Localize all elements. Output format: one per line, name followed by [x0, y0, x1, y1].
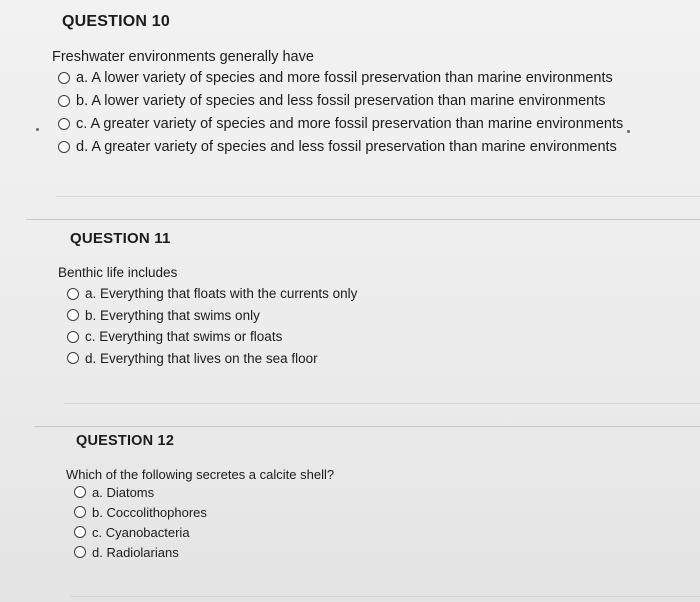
divider [34, 426, 700, 427]
answer-option-d[interactable] [58, 135, 623, 158]
radio-button-icon[interactable] [58, 141, 70, 153]
radio-button-icon[interactable] [67, 309, 79, 321]
answer-option-label: b. Everything that swims only [85, 307, 260, 323]
radio-button-icon[interactable] [74, 546, 86, 558]
answer-option-label: a. Diatoms [92, 484, 155, 500]
answer-option-label: a. Everything that floats with the currents only [85, 286, 358, 302]
question-prompt: Benthic life includes [58, 265, 178, 280]
divider [26, 219, 700, 220]
question-prompt: Freshwater environments generally have [52, 49, 314, 65]
question-prompt: Which of the following secretes a calcite shell? [66, 467, 335, 482]
radio-button-icon[interactable] [67, 331, 79, 343]
answer-option-a[interactable] [67, 283, 357, 305]
answer-option-a[interactable] [58, 66, 623, 89]
answer-options [67, 283, 357, 369]
answer-option-label: d. Radiolarians [92, 544, 179, 560]
answer-option-b[interactable] [58, 89, 623, 112]
answer-option-c[interactable] [74, 522, 207, 542]
stray-dot [36, 128, 39, 131]
answer-option-d[interactable] [67, 348, 357, 370]
answer-options [58, 66, 623, 158]
divider [56, 196, 700, 197]
answer-option-label: c. A greater variety of species and more fossil preservation than marine environments [76, 115, 624, 132]
answer-option-a[interactable] [74, 482, 207, 502]
answer-option-label: b. Coccolithophores [92, 504, 207, 520]
radio-button-icon[interactable] [74, 486, 86, 498]
radio-button-icon[interactable] [74, 526, 86, 538]
answer-option-label: c. Everything that swims or floats [85, 329, 283, 345]
stray-dot [627, 130, 630, 133]
divider [64, 403, 700, 404]
answer-option-b[interactable] [67, 305, 357, 327]
answer-options [74, 482, 207, 562]
answer-option-label: c. Cyanobacteria [92, 524, 190, 540]
radio-button-icon[interactable] [74, 506, 86, 518]
radio-button-icon[interactable] [67, 288, 79, 300]
question-title: QUESTION 12 [76, 433, 175, 449]
answer-option-b[interactable] [74, 502, 207, 522]
radio-button-icon[interactable] [58, 118, 70, 130]
answer-option-d[interactable] [74, 542, 207, 562]
answer-option-label: d. A greater variety of species and less fossil preservation than marine environments [76, 138, 617, 155]
answer-option-label: b. A lower variety of species and less fossil preservation than marine environments [76, 92, 606, 109]
radio-button-icon[interactable] [58, 72, 70, 84]
radio-button-icon[interactable] [67, 352, 79, 364]
question-title: QUESTION 10 [62, 13, 171, 30]
divider [70, 596, 700, 597]
radio-button-icon[interactable] [58, 95, 70, 107]
answer-option-c[interactable] [67, 326, 357, 348]
answer-option-label: d. Everything that lives on the sea floor [85, 350, 318, 366]
question-title: QUESTION 11 [70, 230, 171, 247]
answer-option-c[interactable] [58, 112, 623, 135]
answer-option-label: a. A lower variety of species and more fossil preservation than marine environments [76, 69, 613, 86]
